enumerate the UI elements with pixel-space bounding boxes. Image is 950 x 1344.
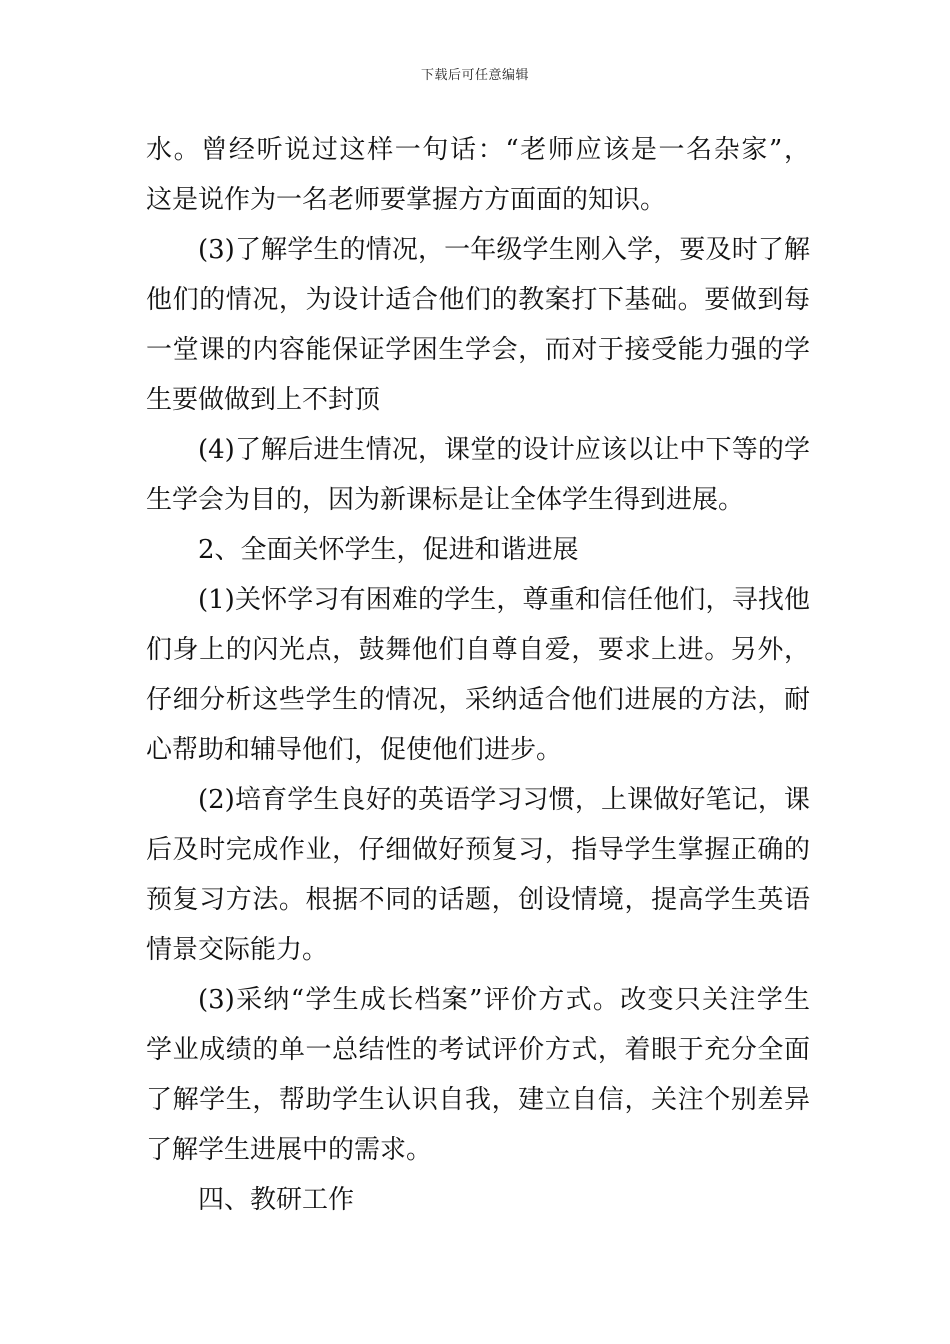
paragraph-start: (2)培育学生良好的英语学习习惯，上课做好笔记，课 [198,785,810,815]
text-line: 心帮助和辅导他们，促使他们进步。 [146,735,563,765]
text-line: 仔细分析这些学生的情况，采纳适合他们进展的方法，耐 [146,685,810,715]
document-body [146,125,810,1225]
section-heading: 四、教研工作 [198,1185,355,1215]
paragraph-start: (1)关怀学习有困难的学生，尊重和信任他们，寻找他 [198,585,810,615]
text-line: 了解学生进展中的需求。 [146,1135,433,1165]
text-line: 一堂课的内容能保证学困生学会，而对于接受能力强的学 [146,335,810,365]
text-line: 了解学生，帮助学生认识自我，建立自信，关注个别差异 [146,1085,810,1115]
page-header: 下载后可任意编辑 [420,68,529,83]
section-heading: 2、全面关怀学生，促进和谐进展 [198,535,579,565]
text-line: 们身上的闪光点，鼓舞他们自尊自爱，要求上进。另外， [146,635,810,665]
text-line: 他们的情况，为设计适合他们的教案打下基础。要做到每 [146,285,810,315]
text-line: 生要做做到上不封顶 [146,385,381,415]
text-line: 这是说作为一名老师要掌握方方面面的知识。 [146,185,667,215]
paragraph-start: (3)采纳“学生成长档案”评价方式。改变只关注学生 [198,985,810,1015]
text-line: 生学会为目的，因为新课标是让全体学生得到进展。 [146,485,745,515]
text-line: 后及时完成作业，仔细做好预复习，指导学生掌握正确的 [146,835,810,865]
text-line: 预复习方法。根据不同的话题，创设情境，提高学生英语 [146,885,810,915]
text-line: 学业成绩的单一总结性的考试评价方式，着眼于充分全面 [146,1035,810,1065]
text-line: 情景交际能力。 [146,935,329,965]
paragraph-start: (4)了解后进生情况，课堂的设计应该以让中下等的学 [198,435,810,465]
paragraph-start: (3)了解学生的情况，一年级学生刚入学，要及时了解 [198,235,810,265]
text-line: 水。曾经听说过这样一句话：“老师应该是一名杂家”， [146,135,810,165]
